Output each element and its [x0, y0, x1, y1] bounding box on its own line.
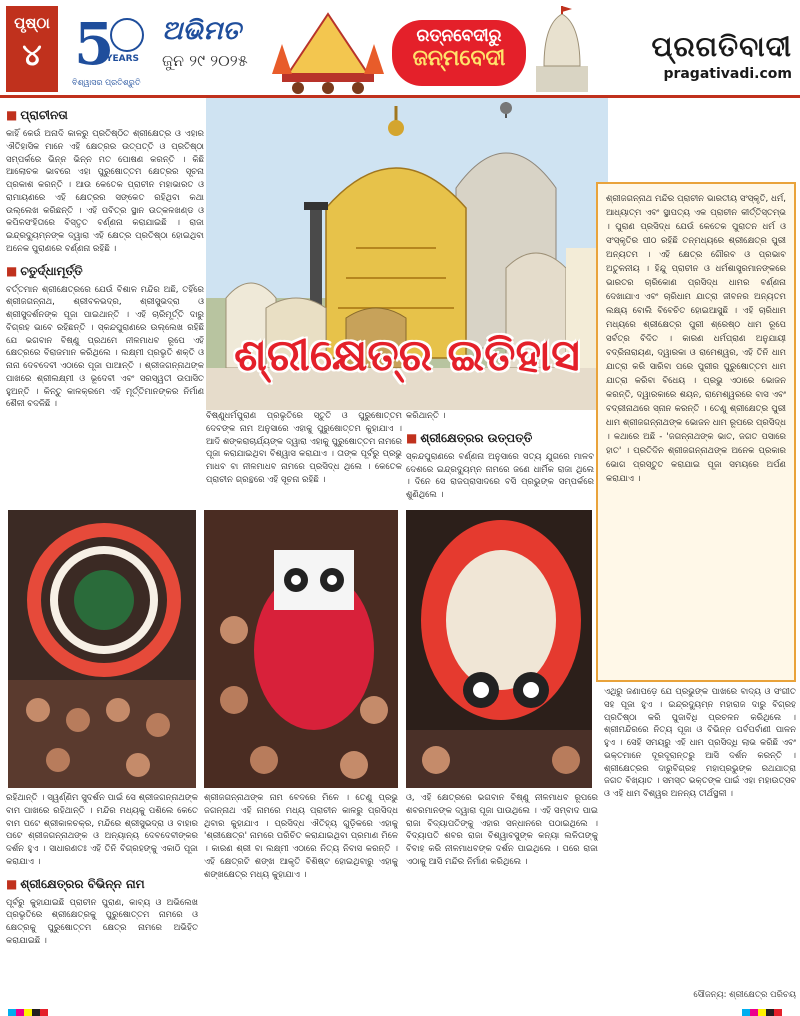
bottom-column-4 [604, 686, 796, 986]
page-label: ପୃଷ୍ଠା [14, 14, 50, 32]
masthead-name: ପ୍ରଗତିବାଦୀ [651, 30, 792, 63]
masthead [600, 30, 792, 82]
event-banner [392, 20, 526, 86]
supplement-name: ଅଭିମତ [162, 16, 241, 46]
intro-box [596, 182, 796, 682]
section-title: ଚତୁର୍ଦ୍ଧାମୂର୍ତ୍ତି [20, 263, 83, 278]
section-body: କାହିଁ କେଉଁ ଅନାଦି କାଳରୁ ପ୍ରତିଷ୍ଠିତ ଶ୍ରୀକ୍ଷେତ୍ର ଓ ଏହାର ଐତିହାସିକ ମାନେ ଏହି କ୍ଷେତ୍ରର ଉତ୍ପତ୍ତି ଓ ପ୍ରତିଷ୍ଠା ସମ୍ପର୍କରେ ଭିନ୍ନ ଭିନ୍ନ ମତ ପୋଷଣ କରନ୍ତି । କିଛି ଆଲୋଚକ ଭାବରେ ଏହା ପୁରୁଷୋତ୍ତମ କ୍ଷେତ୍ରର ସୂଚନା ପ୍ରକାଶ କରନ୍ତି । ଆଉ କେତେକ ପ୍ରାଚୀନ ମହାଭାରତ ଓ ରାମାୟଣରେ ଏହି କ୍ଷେତ୍ରର ସଙ୍କେତ ରହିଥିବା କଥା ଉଲ୍ଲେଖ କରିଛନ୍ତି । ଏହି ପବିତ୍ର ସ୍ଥାନ ଉତ୍କଳଖଣ୍ଡ ଓ କପିଳସଂହିତାରେ ବିସ୍ତୃତ ବର୍ଣ୍ଣନା କରାଯାଇଛି । ରାଜା ଇନ୍ଦ୍ରଦ୍ୟୁମ୍ନଙ୍କ ଦ୍ୱାରା ଏହି କ୍ଷେତ୍ର ପ୍ରତିଷ୍ଠା ହୋଇଥିବା ଅନେକ ପୁରାଣରେ ବର୍ଣ୍ଣନା ରହିଛି । [6, 129, 204, 254]
section-title: ଶ୍ରୀକ୍ଷେତ୍ରର ଉତ୍ପତ୍ତି [420, 430, 533, 445]
intro-body: ଶ୍ରୀଜଗନ୍ନାଥ ମନ୍ଦିର ପ୍ରାଚୀନ ଭାରତୀୟ ସଂସ୍କୃତି, ଧର୍ମ, ଆଧ୍ୟାତ୍ମ ଏବଂ ସ୍ଥାପତ୍ୟ ଏକ ପ୍ରାଚୀନ କୀର୍ତ୍ତିସ୍ତମ୍ଭ । ପୁରାଣ ପ୍ରସିଦ୍ଧ ଯେଉଁ କେତେକ ପୁରାତନ ଧର୍ମ ଓ ସଂସ୍କୃତିର ପୀଠ ରହିଛି ତନ୍ମଧ୍ୟରେ ଶ୍ରୀକ୍ଷେତ୍ର ପୁରୀ ଅନ୍ୟତମ । ଏହି କ୍ଷେତ୍ର ଗୌରବ ଓ ପ୍ରଭାବ ଅତୁଳନୀୟ । ହିନ୍ଦୁ ପ୍ରାଚୀନ ଓ ଧର୍ମଶାସ୍ତ୍ରମାନଙ୍କରେ ଭାରତର ଚାରିକୋଣ ପ୍ରସିଦ୍ଧ ଧାମର ବର୍ଣ୍ଣନା ଦେଖାଯାଏ ଏବଂ ଚାରିଧାମ ଯାତ୍ରା ଜୀବନର ଅନ୍ୟତମ ଲକ୍ଷ୍ୟ ବୋଲି ବିବେଚିତ ହୋଇଆସୁଛି । ଏହି ଚାରିଧାମ ମଧ୍ୟରେ ଶ୍ରୀକ୍ଷେତ୍ର ପୁରୀ ଶ୍ରେଷ୍ଠ ଧାମ ରୂପେ ସର୍ବତ୍ର ବିଦିତ । କାରଣ ଧର୍ମପ୍ରାଣ ଅନୁଯାୟୀ ବଦ୍ରିନାରାୟଣ, ଦ୍ୱାରକା ଓ ରାମେଶ୍ୱର, ଏହି ତିନି ଧାମ ଯାତ୍ରା କରି ସାରିବା ପରେ ପୁରୀର ପୁରୁଷୋତ୍ତମ ଧାମ ଯାତ୍ରା କରିବା ବିଧେୟ । ପ୍ରଭୁ ଏଠାରେ ଭୋଜନ କରନ୍ତି, ଦ୍ୱାରକାରେ ଶୟନ, ରାମେଶ୍ୱରରେ ବାସ ଏବଂ ବଦ୍ରୀନାଥରେ ସ୍ନାନ କରନ୍ତି । ତେଣୁ ଶ୍ରୀକ୍ଷେତ୍ର ପୁରୀ ଧାମ ଶ୍ରୀଜଗନ୍ନାଥଙ୍କ ଭୋଜନ ଧାମ ରୂପରେ ପ୍ରସିଦ୍ଧ । କଥାରେ ଅଛି - 'ଜଗନ୍ନାଥଙ୍କ ଭାତ, ଜଗତ ପସାରେ ହାତ' । ପ୍ରତିଦିନ ଶ୍ରୀଜଗନ୍ନାଥଙ୍କ ଅନେକ ପ୍ରକାର ଭୋଗ ପ୍ରସ୍ତୁତ କରାଯାଇ ପୂଜା ସମୟରେ ଅର୍ପଣ କରାଯାଏ । [606, 194, 786, 485]
center-intro-2: କରିଥାନ୍ତି । [406, 411, 446, 421]
bottom-body-3: ଓ, ଏହି କ୍ଷେତ୍ରରେ ଭଗବାନ ବିଷ୍ଣୁ ନୀଳମାଧବ ରୂପରେ ଶବରମାନଙ୍କ ଦ୍ୱାରା ପୂଜା ପାଉଥିଲେ । ଏହି ସମ୍ବାଦ ପାଇ ରାଜା ବିଦ୍ୟାପତିଙ୍କୁ ଏହାର ସନ୍ଧାନରେ ପଠାଇଥିଲେ । ବିଦ୍ୟାପତି ଶବର ରାଜା ବିଶ୍ୱାବସୁଙ୍କ କନ୍ୟା ଲଳିତାଙ୍କୁ ବିବାହ କରି ନୀଳମାଧବଙ୍କ ଦର୍ଶନ ପାଇଥିଲେ । ପରେ ରାଜା ଏଠାକୁ ଆସି ମନ୍ଦିର ନିର୍ମାଣ କରିଥିଲେ । [406, 793, 598, 867]
bullet-icon: ■ [6, 876, 18, 891]
section-heading-names [6, 875, 198, 893]
article-title-text: ଶ୍ରୀକ୍ଷେତ୍ର ଇତିହାସ [234, 330, 580, 381]
bottom-column-1 [6, 792, 198, 1004]
bottom-column-2 [204, 792, 398, 1004]
bottom-body-2: ଶ୍ରୀଜଗନ୍ନାଥଙ୍କ ନାମ ବେଦରେ ମିଳେ । ତେଣୁ ପ୍ରଭୁ ଜଗନ୍ନାଥ ଏହି ନାମରେ ମଧ୍ୟ ପ୍ରାଚୀନ କାଳରୁ ପ୍ରସିଦ୍ଧ ଥିବାର କୁହାଯାଏ । ପ୍ରସିଦ୍ଧ ଐତିହ୍ୟ ଗୁଡ଼ିକରେ ଏହାକୁ 'ଶ୍ରୀକ୍ଷେତ୍ର' ନାମରେ ପରିଚିତ କରାଯାଇଥିବା ପ୍ରମାଣ ମିଳେ । କାରଣ ଶ୍ରୀ ବା ଲକ୍ଷ୍ମୀ ଏଠାରେ ନିତ୍ୟ ନିବାସ କରନ୍ତି । ଏହି କ୍ଷେତ୍ରଟି ଶଙ୍ଖ ଆକୃତି ବିଶିଷ୍ଟ ହୋଇଥିବାରୁ ଏହାକୁ ଶଙ୍ଖକ୍ଷେତ୍ର ମଧ୍ୟ କୁହାଯାଏ । [204, 793, 398, 880]
center-body-1: ବିଷ୍ଣୁଧର୍ମପୁରାଣ ପ୍ରଭୃତିରେ ସ୍ତୁତି ଓ ପୁରୁଷୋତ୍ତମ ଦେବଙ୍କ ନାମ ଅନୁସାରେ ଏହାକୁ ପୁରୁଷୋତ୍ତମ କୁହାଯାଏ । ଆଦି ଶଙ୍କରାଚାର୍ଯ୍ୟଙ୍କ ଦ୍ୱାରା ଏହାକୁ ପୁରୁଷୋତ୍ତମ ନାମରେ ପୂଜା କରାଯାଇଥିବା ବିଶ୍ୱାସ କରାଯାଏ । ତାଙ୍କ ପୂର୍ବରୁ ପ୍ରଭୁ ମାଧବ ବା ନୀଳମାଧବ ନାମରେ ପ୍ରସିଦ୍ଧ ଥିଲେ । କେତେକ ପ୍ରାଚୀନ ଗ୍ରନ୍ଥରେ ଏହି ସୂଚନା ରହିଛି । [206, 411, 402, 485]
center-column-1 [206, 410, 402, 506]
bullet-icon: ■ [6, 108, 18, 122]
page-number-box [6, 6, 58, 92]
bottom-body-1: ରହିଥାନ୍ତି । ସ୍ୱର୍ଣ୍ଣିମ ସୁଦର୍ଶନ ପାଇଁ ସେ ଶ୍ରୀଜଗନ୍ନାଥଙ୍କ ବାମ ପାଖରେ ରହିଥାନ୍ତି । ମନ୍ଦିର ମଧ୍ୟକୁ ପଶିଲେ କେତେ ବାମ ପଟେ ଶ୍ରୀକାଳଚକ୍ର, ମନ୍ଦିରେ ଶ୍ରୀସୁଭଦ୍ରା ଓ ବାହାର ପଟେ ଶ୍ରୀଜଗନ୍ନାଥଙ୍କ ଓ ଅନ୍ୟାନ୍ୟ ଦେବଦେବୀଙ୍କର ଦର୍ଶନ ହୁଏ । ସାଧାରଣତଃ ଏହି ତିନି ବିଗ୍ରହଙ୍କୁ ଏକାଠି ପୂଜା କରାଯାଏ । [6, 793, 198, 867]
chariot-icon [268, 4, 388, 94]
photo-deity-closeup [404, 508, 594, 790]
supplement-date: ଜୁନ ୨୯ ୨୦୨୫ [162, 51, 248, 70]
emblem-icon [110, 18, 144, 52]
bullet-icon: ■ [6, 263, 18, 278]
banner-line-1: ରତ୍ନବେଦୀରୁ [416, 26, 502, 46]
center-column-2 [406, 410, 594, 506]
supplement-title [162, 16, 248, 71]
section-heading-antiquity [6, 106, 204, 124]
section-body: ବର୍ତ୍ତମାନ ଶ୍ରୀକ୍ଷେତ୍ରରେ ଯେଉଁ ବିଶାଳ ମନ୍ଦିର ଅଛି, ତହିଁରେ ଶ୍ରୀଜଗନ୍ନାଥ, ଶ୍ରୀବଳଭଦ୍ର, ଶ୍ରୀସୁଭଦ୍ରା ଓ ଶ୍ରୀସୁଦର୍ଶନଙ୍କ ପୂଜା ପାଇଥାନ୍ତି । ଏହି ଚାରିମୂର୍ତ୍ତି ଦାରୁ ବିଗ୍ରହ ଭାବେ ରହିଛନ୍ତି । ସ୍କନ୍ଦପୁରାଣରେ ଉଲ୍ଲେଖ ରହିଛି ଯେ ଭଗବାନ ବିଷ୍ଣୁ ପ୍ରଥମେ ନୀଳମାଧବ ରୂପେ ଏହି କ୍ଷେତ୍ରରେ ବିରାଜମାନ କରିଥିଲେ । ଲକ୍ଷ୍ମୀ ପ୍ରଭୃତି ଶକ୍ତି ଓ ନାନା ଦେବଦେବୀ ଏଠାରେ ପୂଜା ପାଆନ୍ତି । ଶ୍ରୀଜଗନ୍ନାଥଙ୍କ ପାଖରେ ଶ୍ରୀଲକ୍ଷ୍ମୀ ଓ ଭୂଦେବୀ ଏବଂ ସରସ୍ୱତୀ ଉପାସିତ ହୁଅନ୍ତି । କିନ୍ତୁ କାଳକ୍ରମେ ଏହି ମୂର୍ତ୍ତିମାନଙ୍କର ନିର୍ମାଣ ଶୈଳୀ ବଦଳିଛି । [6, 284, 204, 410]
anniversary-tagline: ବିଶ୍ୱାସର ପ୍ରତିଶ୍ରୁତି [72, 78, 141, 87]
article-title [206, 330, 608, 381]
print-color-strip [8, 1004, 58, 1014]
bullet-icon: ■ [406, 430, 418, 445]
anniversary-logo [70, 10, 150, 90]
center-body-2: ସ୍କନ୍ଦପୁରାଣରେ ବର୍ଣ୍ଣନା ଅନୁସାରେ ସତ୍ୟ ଯୁଗରେ ମାଳବ ଦେଶରେ ଇନ୍ଦ୍ରଦ୍ୟୁମ୍ନ ନାମରେ ଜଣେ ଧାର୍ମିକ ରାଜା ଥିଲେ । ଦିନେ ସେ ରାଜପ୍ରାସାଦରେ ବସି ପ୍ରଭୁଙ୍କ ସମ୍ପର୍କରେ ଶୁଣିଥିଲେ । [406, 451, 594, 500]
print-color-strip [742, 1004, 792, 1014]
section-title: ଶ୍ରୀକ୍ଷେତ୍ରର ବିଭିନ୍ନ ନାମ [20, 876, 145, 891]
banner-line-2: ଜନ୍ମବେଦୀ [412, 46, 506, 71]
page-header [0, 0, 800, 98]
bottom-body-1b: ପୂର୍ବରୁ କୁହାଯାଇଛି ପ୍ରାଚୀନ ପୁରାଣ, କାବ୍ୟ ଓ ଅଭିଲେଖ ପ୍ରଭୃତିରେ ଶ୍ରୀକ୍ଷେତ୍ରକୁ ପୁରୁଷୋତ୍ତମ ନାମରେ ଓ କ୍ଷେତ୍ରକୁ ପୁରୁଷୋତ୍ତମ କ୍ଷେତ୍ର ନାମରେ ଅଭିହିତ କରାଯାଇଛି । [6, 897, 198, 946]
page-number: ୪ [22, 38, 42, 73]
anniversary-word: YEARS [106, 54, 140, 64]
temple-icon [530, 4, 594, 94]
bottom-body-4: ଏଥିରୁ ଜଣାପଡ଼େ ଯେ ପ୍ରଭୁଙ୍କ ପାଖରେ ବାଦ୍ୟ ଓ ସଂଗୀତ ସହ ପୂଜା ହୁଏ । ଇନ୍ଦ୍ରଦ୍ୟୁମ୍ନ ମହାରାଜ ଦାରୁ ବିଗ୍ରହ ପ୍ରତିଷ୍ଠା କରି ପୁଜାବିଧି ପ୍ରଚଳନ କରିଥିଲେ । ଶ୍ରୀମନ୍ଦିରରେ ନିତ୍ୟ ପୂଜା ଓ ବିଭିନ୍ନ ପର୍ବପର୍ବାଣୀ ପାଳନ ହୁଏ । ସେହି ସମୟରୁ ଏହି ଧାମ ପ୍ରସିଦ୍ଧି ଲାଭ କରିଛି ଏବଂ ଭକ୍ତମାନେ ଦୂରଦୂରାନ୍ତରୁ ଆସି ଦର୍ଶନ କରନ୍ତି । ଶ୍ରୀକ୍ଷେତ୍ରର ଦାରୁବିଗ୍ରହ ମହାପ୍ରଭୁଙ୍କ ରଥଯାତ୍ରା ଜଗତ ବିଖ୍ୟାତ । ସମସ୍ତ ଭକ୍ତଙ୍କ ପାଇଁ ଏହା ମହାଉତ୍ସବ ଓ ଏହି ଧାମ ବିଶ୍ୱର ଅନନ୍ୟ ତୀର୍ଥସ୍ଥଳୀ । [604, 687, 796, 799]
bottom-column-3 [406, 792, 598, 1004]
photo-chariot-crowd [6, 508, 198, 790]
section-title: ପ୍ରାଚୀନତା [20, 108, 68, 122]
section-heading-origin [406, 429, 594, 447]
anniversary-number: 5 [74, 10, 115, 78]
left-column [6, 104, 204, 508]
photo-credit: ସୌଜନ୍ୟ: ଶ୍ରୀକ୍ଷେତ୍ର ପରିଚୟ [693, 990, 796, 1000]
masthead-url: pragativadi.com [663, 66, 792, 82]
section-heading-deities [6, 262, 204, 280]
photo-deity-procession [202, 508, 400, 790]
